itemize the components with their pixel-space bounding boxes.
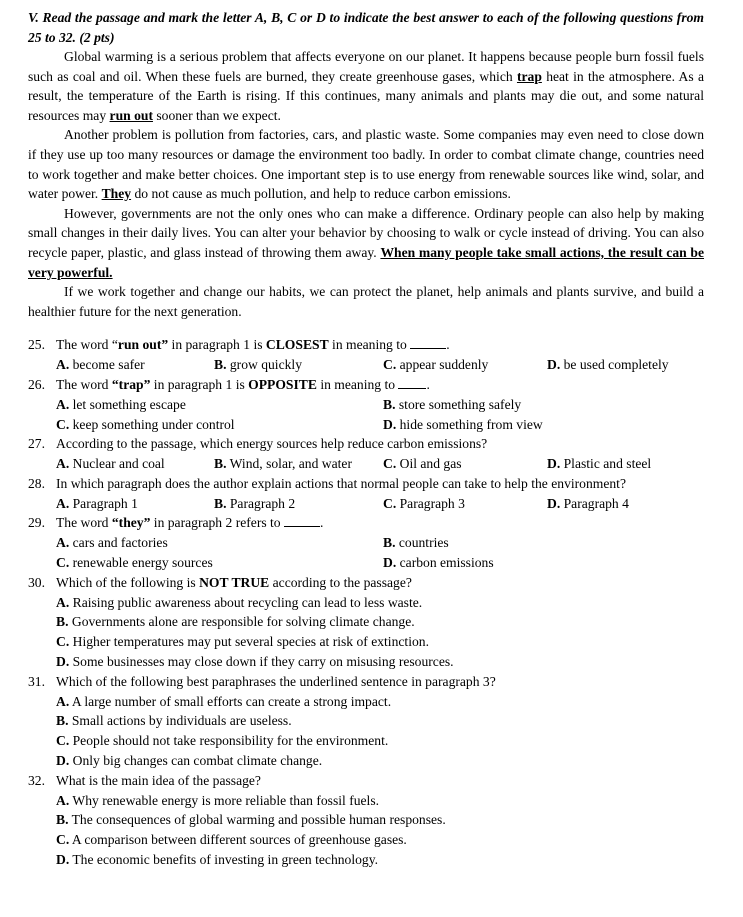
paragraph-1: Global warming is a serious problem that affects everyone on our planet. It happens because people burn fossil fuels such as coal and oil. When these fuels are burned, they create greenhouse gases, which trap heat in the atmosphere. As a result, the temperature of the Earth is rising. If this continues, many animals and plants may die out, and some natural resources may run out sooner than we expect. <box>28 49 704 123</box>
option-a[interactable]: A. become safer <box>56 357 145 373</box>
option-a[interactable]: A. cars and factories <box>56 535 168 551</box>
underlined-sentence: When many people take small actions, the result can be very powerful. <box>28 244 705 280</box>
option-c[interactable]: C. People should not take responsibility for the environment. <box>56 733 389 749</box>
option-d[interactable]: D. be used completely <box>547 357 669 373</box>
option-d[interactable]: D. The economic benefits of investing in green technology. <box>56 852 379 868</box>
option-d[interactable]: D. Paragraph 4 <box>547 495 629 511</box>
option-b[interactable]: B. countries <box>383 535 449 551</box>
option-c[interactable]: C. Higher temperatures may put several species at risk of extinction. <box>56 634 429 650</box>
reading-passage <box>28 47 704 321</box>
option-d[interactable]: D. carbon emissions <box>383 555 494 571</box>
question-30: 30. Which of the following is NOT TRUE according to the passage? A. Raising public awareness about recycling can lead to less waste. B. Governments alone are responsible for solving climate change. C. Higher temperatures may put several species at risk of extinction. D. Some businesses may close down if they carry on misusing resources. <box>28 573 704 672</box>
worksheet-page <box>28 8 704 870</box>
section-heading: V. Read the passage and mark the letter A, B, C or D to indicate the best answer to each of the following questions from 25 to 32. (2 pts) <box>28 10 704 45</box>
paragraph-4: If we work together and change our habits, we can protect the planet, help animals and plants survive, and build a healthier future for the next generation. <box>28 284 704 319</box>
answer-blank <box>284 514 320 527</box>
option-d[interactable]: D. hide something from view <box>383 416 543 432</box>
option-a[interactable]: A. Why renewable energy is more reliable than fossil fuels. <box>56 792 380 808</box>
option-d[interactable]: D. Only big changes can combat climate change. <box>56 753 323 769</box>
question-number: 31. <box>28 673 45 689</box>
underlined-word-trap: trap <box>516 68 542 84</box>
question-25: 25. The word “run out” in paragraph 1 is CLOSEST in meaning to . A. become safer B. grow quickly C. appear suddenly D. be used completely <box>28 335 704 375</box>
question-28: 28. In which paragraph does the author explain actions that normal people can take to help the environment? A. Paragraph 1 B. Paragraph 2 C. Paragraph 3 D. Paragraph 4 <box>28 474 704 514</box>
option-a[interactable]: A. Nuclear and coal <box>56 456 165 472</box>
option-b[interactable]: B. The consequences of global warming and possible human responses. <box>56 812 446 828</box>
question-32: 32. What is the main idea of the passage? A. Why renewable energy is more reliable than fossil fuels. B. The consequences of global warming and possible human responses. C. A comparison between different sources of greenhouse gases. D. The economic benefits of investing in green technology. <box>28 771 704 870</box>
paragraph-3: However, governments are not the only ones who can make a difference. Ordinary people can also help by making small changes in their daily lives. You can alter your behavior by choosing to walk or cycle instead of driving. You can also recycle paper, plastic, and glass instead of throwing them away. When many people take small actions, the result can be very powerful. <box>28 205 705 280</box>
question-number: 28. <box>28 475 45 491</box>
option-b[interactable]: B. store something safely <box>383 396 522 412</box>
question-number: 25. <box>28 337 45 353</box>
option-b[interactable]: B. grow quickly <box>214 357 302 373</box>
underlined-phrase-run-out: run out <box>109 107 153 123</box>
option-a[interactable]: A. Raising public awareness about recycling can lead to less waste. <box>56 594 423 610</box>
question-31: 31. Which of the following best paraphrases the underlined sentence in paragraph 3? A. A large number of small efforts can create a strong impact. B. Small actions by individuals are useless. C. People should not take responsibility for the environment. D. Only big changes can combat climate change. <box>28 672 704 771</box>
option-d[interactable]: D. Plastic and steel <box>547 456 652 472</box>
option-c[interactable]: C. renewable energy sources <box>56 555 213 571</box>
option-c[interactable]: C. appear suddenly <box>383 357 489 373</box>
option-b[interactable]: B. Small actions by individuals are useless. <box>56 713 292 729</box>
answer-blank <box>398 376 426 389</box>
answer-blank <box>410 336 446 349</box>
question-27: 27. According to the passage, which energy sources help reduce carbon emissions? A. Nuclear and coal B. Wind, solar, and water C. Oil and gas D. Plastic and steel <box>28 434 704 474</box>
option-d[interactable]: D. Some businesses may close down if they carry on misusing resources. <box>56 654 454 670</box>
question-number: 29. <box>28 515 45 531</box>
option-b[interactable]: B. Paragraph 2 <box>214 495 296 511</box>
option-a[interactable]: A. Paragraph 1 <box>56 495 138 511</box>
question-number: 30. <box>28 574 45 590</box>
question-29: 29. The word “they” in paragraph 2 refers to . A. cars and factories B. countries C. renewable energy sources D. carbon emissions <box>28 513 704 572</box>
option-a[interactable]: A. let something escape <box>56 396 186 412</box>
option-a[interactable]: A. A large number of small efforts can create a strong impact. <box>56 693 392 709</box>
option-b[interactable]: B. Governments alone are responsible for solving climate change. <box>56 614 415 630</box>
question-26: 26. The word “trap” in paragraph 1 is OPPOSITE in meaning to . A. let something escape B. store something safely C. keep something under control D. hide something from view <box>28 375 704 434</box>
option-c[interactable]: C. keep something under control <box>56 416 235 432</box>
option-b[interactable]: B. Wind, solar, and water <box>214 456 352 472</box>
option-c[interactable]: C. Paragraph 3 <box>383 495 465 511</box>
option-c[interactable]: C. A comparison between different sources of greenhouse gases. <box>56 832 407 848</box>
option-c[interactable]: C. Oil and gas <box>383 456 462 472</box>
question-number: 27. <box>28 436 45 452</box>
question-number: 32. <box>28 772 45 788</box>
question-number: 26. <box>28 376 45 392</box>
underlined-word-they: They <box>101 186 132 202</box>
paragraph-2: Another problem is pollution from factories, cars, and plastic waste. Some companies may even need to close down if they use up too many resources or damage the environment too badly. In order to combat climate change, countries need to work together and make better choices. One important step is to use energy from renewable sources like wind, solar, and water power. They do not cause as much pollution, and help to reduce carbon emissions. <box>28 127 704 202</box>
